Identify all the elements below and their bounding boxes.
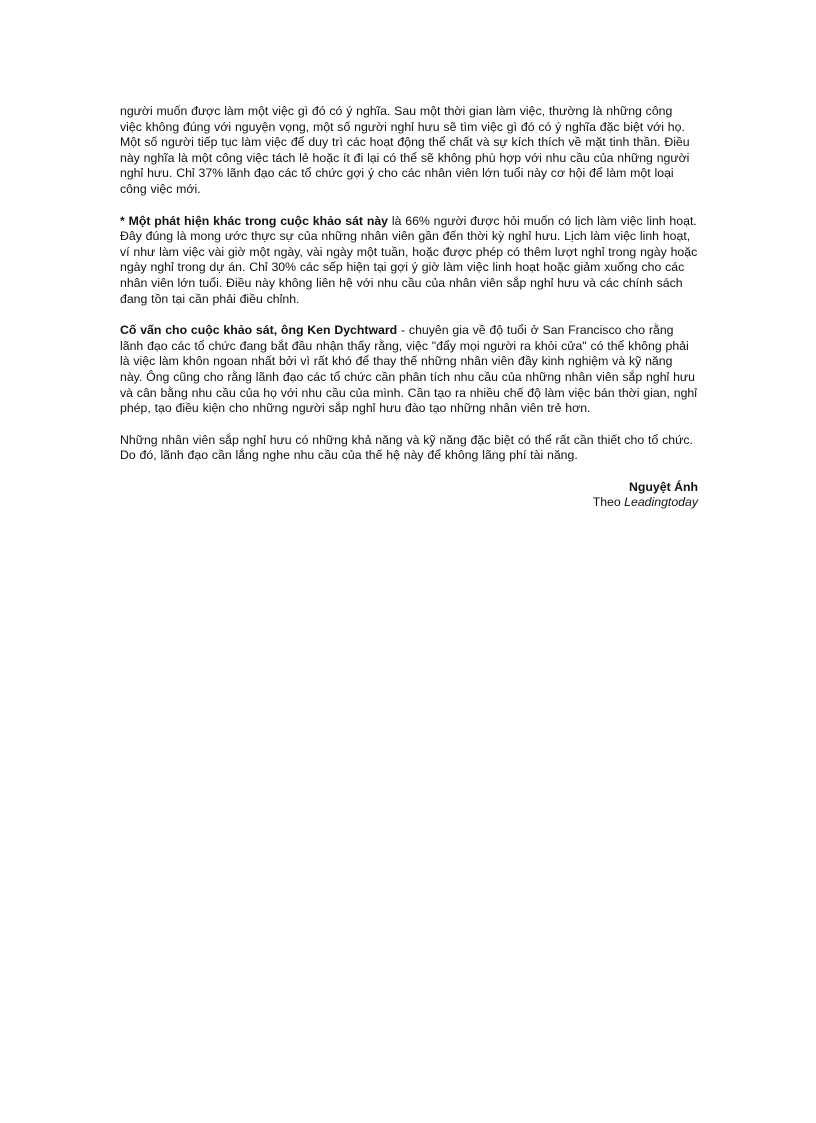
source-name: Leadingtoday bbox=[624, 495, 698, 510]
paragraph-3 bbox=[120, 323, 698, 417]
source-line bbox=[593, 495, 698, 509]
paragraph-4 bbox=[120, 433, 698, 464]
paragraph-2 bbox=[120, 214, 698, 308]
paragraph-4-text: Những nhân viên sắp nghỉ hưu có những khả năng và kỹ năng đặc biệt có thể rất cần thiết cho tổ chức. Do đó, lãnh đạo cần lắng nghe nhu cầu của thế hệ này để không lãng phí tài năng. bbox=[120, 432, 693, 463]
source-prefix: Theo bbox=[592, 495, 625, 510]
paragraph-2-text: là 66% người được hỏi muốn có lịch làm việc linh hoạt. Đây đúng là mong ước thực sự của những nhân viên gần đến thời kỳ nghỉ hưu. Lịch làm việc linh hoạt, ví như làm việc vài giờ một ngày, vài ngày một tuần, hoặc được phép có thêm lượt nghỉ trong ngày hoặc ngày nghỉ trong dự án. Chỉ 30% các sếp hiện tại gợi ý giờ làm việc linh hoạt hoặc giảm xuống cho các nhân viên lớn tuổi. Điều này không liên hệ với nhu cầu của nhân viên sắp nghỉ hưu và các chính sách đang tồn tại cần phải điều chỉnh. bbox=[120, 213, 698, 306]
author-name: Nguyệt Ánh bbox=[629, 479, 698, 494]
paragraph-2-lead: * Một phát hiện khác trong cuộc khảo sát này bbox=[120, 213, 389, 228]
paragraph-1 bbox=[120, 104, 698, 198]
signature-block bbox=[120, 480, 698, 511]
paragraph-3-lead: Cố vấn cho cuộc khảo sát, ông Ken Dychtward bbox=[120, 323, 398, 338]
paragraph-1-text: người muốn được làm một việc gì đó có ý nghĩa. Sau một thời gian làm việc, thường là những công việc không đúng với nguyện vọng, một số người nghỉ hưu sẽ tìm việc gì đó có ý nghĩa đặc biệt với họ. Một số người tiếp tục làm việc để duy trì các hoạt động thể chất và sự kích thích về mặt tinh thần. Điều này nghĩa là một công việc tách lẻ hoặc ít đi lại có thể sẽ không phù hợp với nhu cầu của những người nghỉ hưu. Chỉ 37% lãnh đạo các tổ chức gợi ý cho các nhân viên lớn tuổi này cơ hội để làm một loại công việc mới. bbox=[120, 104, 690, 196]
paragraph-3-text: - chuyên gia về độ tuổi ở San Francisco cho rằng lãnh đạo các tổ chức đang bắt đầu nhận thấy rằng, việc "đẩy mọi người ra khỏi cửa" có thể không phải là việc làm khôn ngoan nhất bởi vì rất khó để thay thế những nhân viên đầy kinh nghiệm và kỹ năng này. Ông cũng cho rằng lãnh đạo các tổ chức cần phân tích nhu cầu của những nhân viên sắp nghỉ hưu và cân bằng nhu cầu của họ với nhu cầu của mình. Cần tạo ra nhiều chế độ làm việc bán thời gian, nghỉ phép, tạo điều kiện cho những người sắp nghỉ hưu đào tạo những nhân viên trẻ hơn. bbox=[120, 323, 698, 416]
document-body bbox=[120, 104, 698, 511]
